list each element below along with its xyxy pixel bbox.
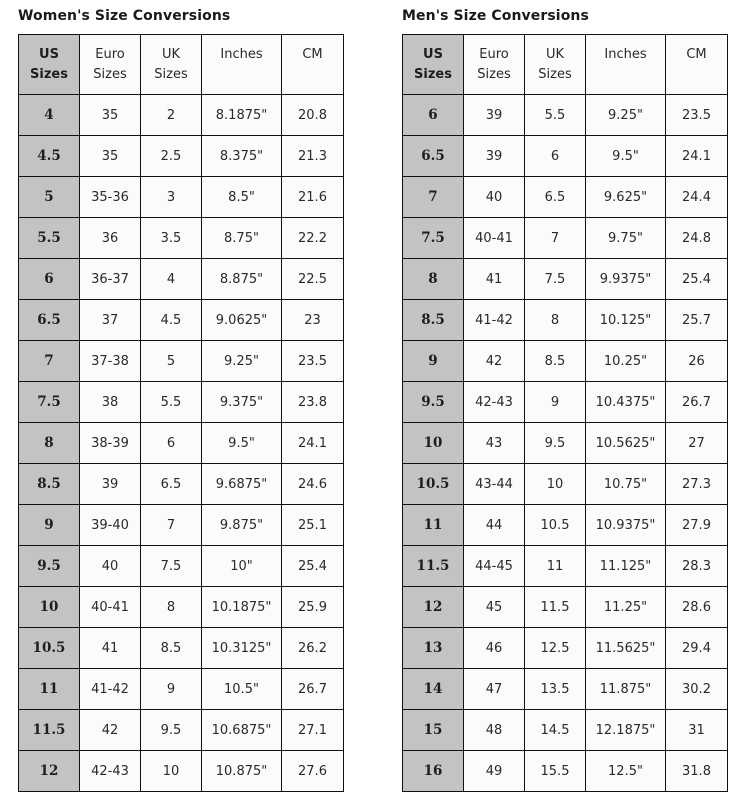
inches-cell: 11.875" xyxy=(586,669,666,710)
header-euro-sizes: Euro Sizes xyxy=(464,35,525,95)
cm-cell: 28.3 xyxy=(666,546,728,587)
inches-cell: 10.5625" xyxy=(586,423,666,464)
cm-cell: 23 xyxy=(282,300,344,341)
table-row xyxy=(403,136,728,177)
uk-size-cell: 3.5 xyxy=(141,218,202,259)
table-row xyxy=(19,423,344,464)
uk-size-cell: 7 xyxy=(141,505,202,546)
us-size-cell: 12 xyxy=(19,751,80,792)
inches-cell: 10.3125" xyxy=(202,628,282,669)
cm-cell: 27.9 xyxy=(666,505,728,546)
womens-size-table xyxy=(18,34,344,792)
table-row xyxy=(19,218,344,259)
table-row xyxy=(19,587,344,628)
inches-cell: 9.9375" xyxy=(586,259,666,300)
cm-cell: 25.4 xyxy=(282,546,344,587)
cm-cell: 27.6 xyxy=(282,751,344,792)
cm-cell: 23.5 xyxy=(282,341,344,382)
table-row xyxy=(403,382,728,423)
euro-size-cell: 37 xyxy=(80,300,141,341)
inches-cell: 10.4375" xyxy=(586,382,666,423)
table-row xyxy=(19,505,344,546)
uk-size-cell: 7.5 xyxy=(141,546,202,587)
inches-cell: 10.1875" xyxy=(202,587,282,628)
uk-size-cell: 12.5 xyxy=(525,628,586,669)
inches-cell: 9.0625" xyxy=(202,300,282,341)
us-size-cell: 5.5 xyxy=(19,218,80,259)
inches-cell: 8.75" xyxy=(202,218,282,259)
table-row xyxy=(403,423,728,464)
us-size-cell: 6.5 xyxy=(19,300,80,341)
us-size-cell: 11.5 xyxy=(403,546,464,587)
euro-size-cell: 40 xyxy=(80,546,141,587)
us-size-cell: 7 xyxy=(19,341,80,382)
us-size-cell: 11 xyxy=(19,669,80,710)
cm-cell: 21.3 xyxy=(282,136,344,177)
euro-size-cell: 42-43 xyxy=(464,382,525,423)
us-size-cell: 11 xyxy=(403,505,464,546)
uk-size-cell: 14.5 xyxy=(525,710,586,751)
euro-size-cell: 39 xyxy=(80,464,141,505)
cm-cell: 23.5 xyxy=(666,95,728,136)
cm-cell: 26.2 xyxy=(282,628,344,669)
us-size-cell: 6 xyxy=(19,259,80,300)
table-row xyxy=(403,587,728,628)
inches-cell: 9.875" xyxy=(202,505,282,546)
us-size-cell: 7 xyxy=(403,177,464,218)
us-size-cell: 14 xyxy=(403,669,464,710)
inches-cell: 10.125" xyxy=(586,300,666,341)
table-row xyxy=(403,177,728,218)
cm-cell: 25.9 xyxy=(282,587,344,628)
uk-size-cell: 5.5 xyxy=(141,382,202,423)
us-size-cell: 9.5 xyxy=(403,382,464,423)
table-row xyxy=(19,751,344,792)
header-uk-sizes: UK Sizes xyxy=(525,35,586,95)
uk-size-cell: 9 xyxy=(141,669,202,710)
cm-cell: 30.2 xyxy=(666,669,728,710)
inches-cell: 11.25" xyxy=(586,587,666,628)
uk-size-cell: 3 xyxy=(141,177,202,218)
header-euro-sizes: Euro Sizes xyxy=(80,35,141,95)
us-size-cell: 8 xyxy=(403,259,464,300)
table-row xyxy=(19,300,344,341)
euro-size-cell: 46 xyxy=(464,628,525,669)
euro-size-cell: 35 xyxy=(80,136,141,177)
us-size-cell: 15 xyxy=(403,710,464,751)
uk-size-cell: 8 xyxy=(141,587,202,628)
euro-size-cell: 40-41 xyxy=(464,218,525,259)
uk-size-cell: 10 xyxy=(141,751,202,792)
inches-cell: 8.1875" xyxy=(202,95,282,136)
uk-size-cell: 10 xyxy=(525,464,586,505)
uk-size-cell: 6 xyxy=(525,136,586,177)
table-row xyxy=(403,710,728,751)
cm-cell: 27.3 xyxy=(666,464,728,505)
mens-size-rows xyxy=(403,95,728,792)
table-row xyxy=(19,710,344,751)
inches-cell: 9.625" xyxy=(586,177,666,218)
table-row xyxy=(403,218,728,259)
womens-size-rows xyxy=(19,95,344,792)
uk-size-cell: 8.5 xyxy=(141,628,202,669)
table-row xyxy=(403,546,728,587)
cm-cell: 31 xyxy=(666,710,728,751)
euro-size-cell: 42 xyxy=(464,341,525,382)
uk-size-cell: 6 xyxy=(141,423,202,464)
table-row xyxy=(403,300,728,341)
uk-size-cell: 13.5 xyxy=(525,669,586,710)
mens-size-table xyxy=(402,34,728,792)
euro-size-cell: 44-45 xyxy=(464,546,525,587)
header-cm: CM xyxy=(666,35,728,95)
header-inches: Inches xyxy=(202,35,282,95)
us-size-cell: 16 xyxy=(403,751,464,792)
inches-cell: 9.75" xyxy=(586,218,666,259)
table-row xyxy=(403,464,728,505)
uk-size-cell: 7 xyxy=(525,218,586,259)
header-uk-sizes: UK Sizes xyxy=(141,35,202,95)
cm-cell: 21.6 xyxy=(282,177,344,218)
inches-cell: 11.125" xyxy=(586,546,666,587)
inches-cell: 9.5" xyxy=(586,136,666,177)
euro-size-cell: 40-41 xyxy=(80,587,141,628)
cm-cell: 27.1 xyxy=(282,710,344,751)
cm-cell: 20.8 xyxy=(282,95,344,136)
cm-cell: 26 xyxy=(666,341,728,382)
uk-size-cell: 9 xyxy=(525,382,586,423)
uk-size-cell: 9.5 xyxy=(525,423,586,464)
us-size-cell: 10.5 xyxy=(403,464,464,505)
inches-cell: 9.25" xyxy=(202,341,282,382)
euro-size-cell: 48 xyxy=(464,710,525,751)
cm-cell: 29.4 xyxy=(666,628,728,669)
header-row xyxy=(19,35,344,95)
cm-cell: 25.4 xyxy=(666,259,728,300)
euro-size-cell: 41 xyxy=(80,628,141,669)
inches-cell: 10.9375" xyxy=(586,505,666,546)
inches-cell: 10.875" xyxy=(202,751,282,792)
us-size-cell: 9 xyxy=(19,505,80,546)
euro-size-cell: 35 xyxy=(80,95,141,136)
mens-size-title: Men's Size Conversions xyxy=(402,8,589,24)
inches-cell: 8.875" xyxy=(202,259,282,300)
header-cm: CM xyxy=(282,35,344,95)
euro-size-cell: 41 xyxy=(464,259,525,300)
euro-size-cell: 44 xyxy=(464,505,525,546)
euro-size-cell: 39 xyxy=(464,136,525,177)
euro-size-cell: 49 xyxy=(464,751,525,792)
table-row xyxy=(403,669,728,710)
table-row xyxy=(403,751,728,792)
us-size-cell: 13 xyxy=(403,628,464,669)
uk-size-cell: 9.5 xyxy=(141,710,202,751)
cm-cell: 24.4 xyxy=(666,177,728,218)
inches-cell: 9.375" xyxy=(202,382,282,423)
us-size-cell: 8.5 xyxy=(19,464,80,505)
euro-size-cell: 41-42 xyxy=(464,300,525,341)
euro-size-cell: 43-44 xyxy=(464,464,525,505)
us-size-cell: 8.5 xyxy=(403,300,464,341)
cm-cell: 28.6 xyxy=(666,587,728,628)
table-row xyxy=(19,341,344,382)
us-size-cell: 12 xyxy=(403,587,464,628)
table-row xyxy=(19,382,344,423)
euro-size-cell: 47 xyxy=(464,669,525,710)
header-us-sizes: US Sizes xyxy=(403,35,464,95)
uk-size-cell: 2.5 xyxy=(141,136,202,177)
uk-size-cell: 5 xyxy=(141,341,202,382)
inches-cell: 10.25" xyxy=(586,341,666,382)
uk-size-cell: 15.5 xyxy=(525,751,586,792)
table-row xyxy=(403,341,728,382)
table-row xyxy=(19,259,344,300)
cm-cell: 23.8 xyxy=(282,382,344,423)
table-row xyxy=(19,177,344,218)
inches-cell: 10.5" xyxy=(202,669,282,710)
uk-size-cell: 6.5 xyxy=(525,177,586,218)
uk-size-cell: 11.5 xyxy=(525,587,586,628)
us-size-cell: 6.5 xyxy=(403,136,464,177)
us-size-cell: 5 xyxy=(19,177,80,218)
table-row xyxy=(403,628,728,669)
euro-size-cell: 42 xyxy=(80,710,141,751)
euro-size-cell: 42-43 xyxy=(80,751,141,792)
us-size-cell: 11.5 xyxy=(19,710,80,751)
uk-size-cell: 4.5 xyxy=(141,300,202,341)
uk-size-cell: 8.5 xyxy=(525,341,586,382)
cm-cell: 24.1 xyxy=(282,423,344,464)
table-row xyxy=(19,464,344,505)
table-row xyxy=(19,669,344,710)
cm-cell: 26.7 xyxy=(282,669,344,710)
euro-size-cell: 35-36 xyxy=(80,177,141,218)
uk-size-cell: 10.5 xyxy=(525,505,586,546)
inches-cell: 10.75" xyxy=(586,464,666,505)
us-size-cell: 10 xyxy=(403,423,464,464)
uk-size-cell: 2 xyxy=(141,95,202,136)
us-size-cell: 9.5 xyxy=(19,546,80,587)
us-size-cell: 8 xyxy=(19,423,80,464)
cm-cell: 24.8 xyxy=(666,218,728,259)
inches-cell: 9.6875" xyxy=(202,464,282,505)
womens-size-title: Women's Size Conversions xyxy=(18,8,231,24)
euro-size-cell: 39-40 xyxy=(80,505,141,546)
table-row xyxy=(19,546,344,587)
cm-cell: 26.7 xyxy=(666,382,728,423)
table-row xyxy=(19,628,344,669)
uk-size-cell: 11 xyxy=(525,546,586,587)
inches-cell: 11.5625" xyxy=(586,628,666,669)
euro-size-cell: 38-39 xyxy=(80,423,141,464)
table-row xyxy=(403,259,728,300)
inches-cell: 10" xyxy=(202,546,282,587)
us-size-cell: 10.5 xyxy=(19,628,80,669)
cm-cell: 24.6 xyxy=(282,464,344,505)
us-size-cell: 7.5 xyxy=(403,218,464,259)
table-row xyxy=(19,95,344,136)
euro-size-cell: 43 xyxy=(464,423,525,464)
inches-cell: 9.25" xyxy=(586,95,666,136)
cm-cell: 27 xyxy=(666,423,728,464)
table-row xyxy=(403,505,728,546)
euro-size-cell: 36-37 xyxy=(80,259,141,300)
euro-size-cell: 45 xyxy=(464,587,525,628)
cm-cell: 31.8 xyxy=(666,751,728,792)
euro-size-cell: 36 xyxy=(80,218,141,259)
euro-size-cell: 40 xyxy=(464,177,525,218)
inches-cell: 9.5" xyxy=(202,423,282,464)
header-row xyxy=(403,35,728,95)
us-size-cell: 6 xyxy=(403,95,464,136)
uk-size-cell: 8 xyxy=(525,300,586,341)
euro-size-cell: 41-42 xyxy=(80,669,141,710)
euro-size-cell: 37-38 xyxy=(80,341,141,382)
inches-cell: 12.1875" xyxy=(586,710,666,751)
cm-cell: 22.2 xyxy=(282,218,344,259)
cm-cell: 24.1 xyxy=(666,136,728,177)
euro-size-cell: 38 xyxy=(80,382,141,423)
uk-size-cell: 5.5 xyxy=(525,95,586,136)
cm-cell: 22.5 xyxy=(282,259,344,300)
us-size-cell: 10 xyxy=(19,587,80,628)
table-row xyxy=(19,136,344,177)
uk-size-cell: 4 xyxy=(141,259,202,300)
euro-size-cell: 39 xyxy=(464,95,525,136)
uk-size-cell: 6.5 xyxy=(141,464,202,505)
table-row xyxy=(403,95,728,136)
us-size-cell: 9 xyxy=(403,341,464,382)
inches-cell: 12.5" xyxy=(586,751,666,792)
uk-size-cell: 7.5 xyxy=(525,259,586,300)
us-size-cell: 4.5 xyxy=(19,136,80,177)
cm-cell: 25.7 xyxy=(666,300,728,341)
header-inches: Inches xyxy=(586,35,666,95)
inches-cell: 8.5" xyxy=(202,177,282,218)
inches-cell: 8.375" xyxy=(202,136,282,177)
cm-cell: 25.1 xyxy=(282,505,344,546)
us-size-cell: 4 xyxy=(19,95,80,136)
us-size-cell: 7.5 xyxy=(19,382,80,423)
header-us-sizes: US Sizes xyxy=(19,35,80,95)
inches-cell: 10.6875" xyxy=(202,710,282,751)
